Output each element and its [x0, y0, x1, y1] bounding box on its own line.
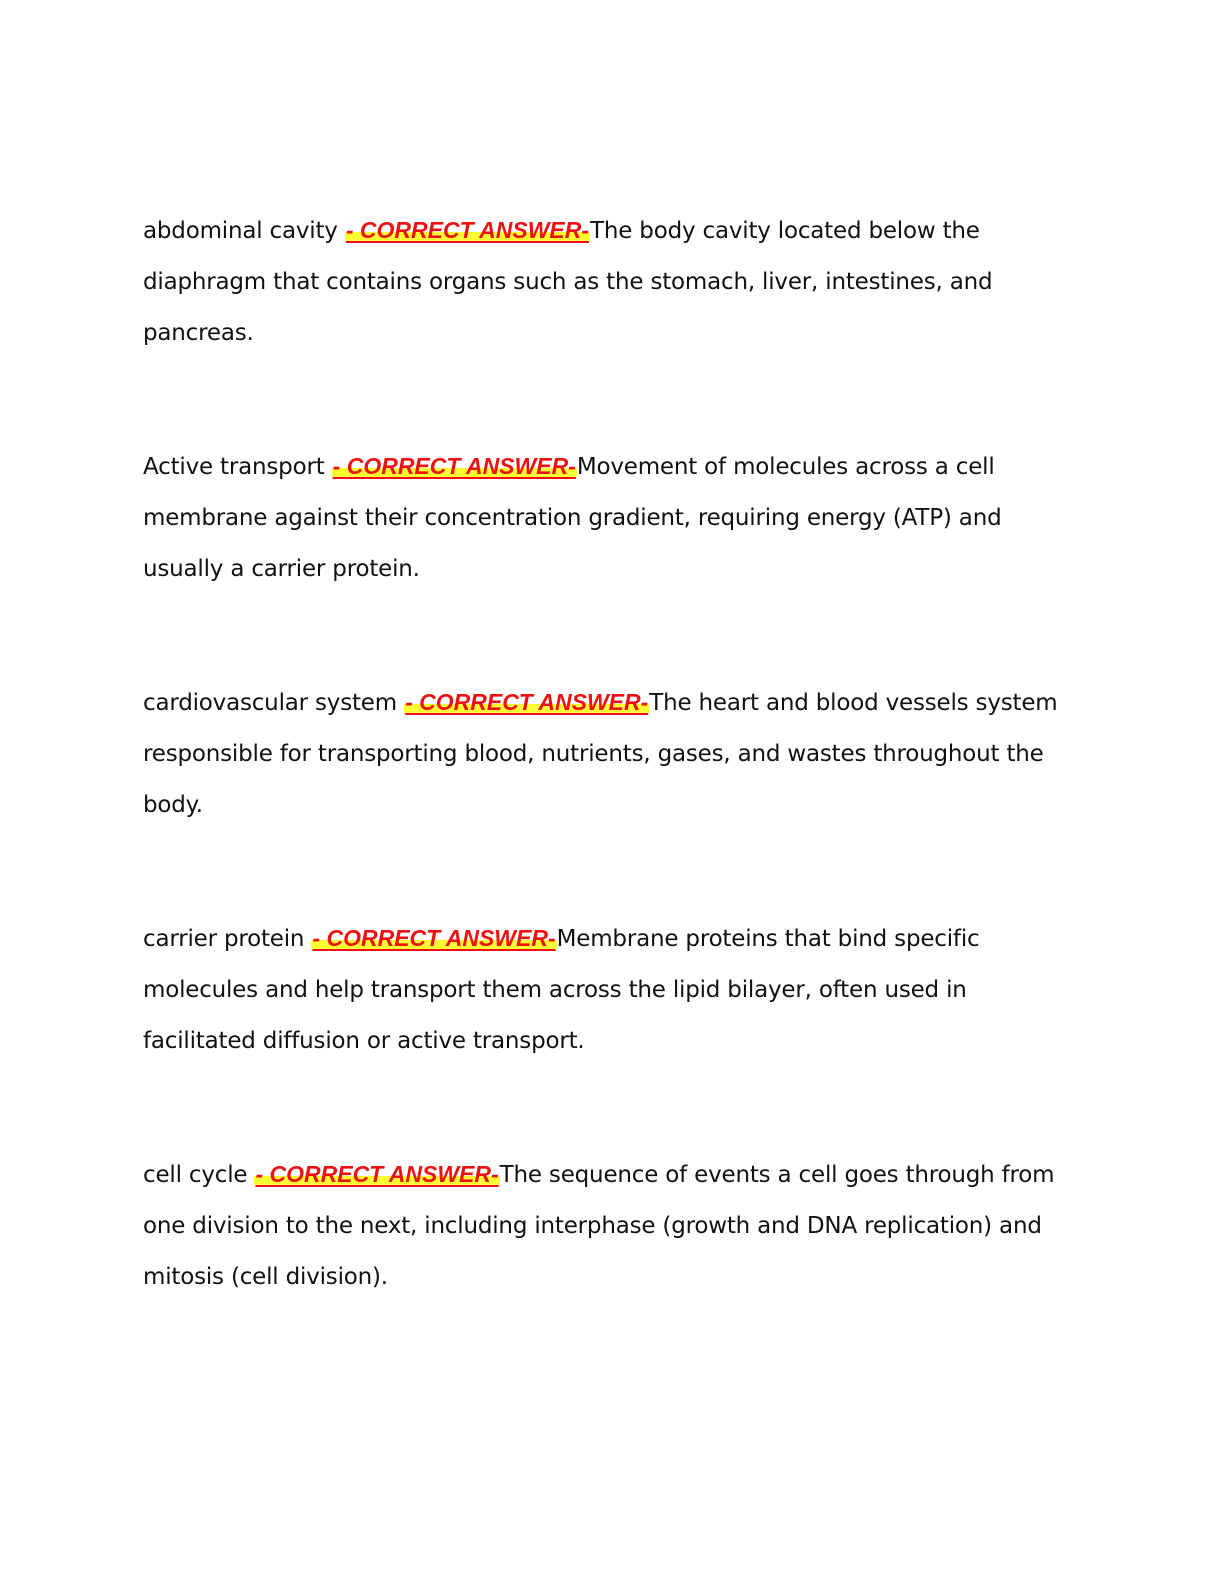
- glossary-entry: [143, 677, 1073, 831]
- entry-definition: The body cavity located below the diaphragm that contains organs such as the stomach, liver, intestines, and pancreas.: [143, 218, 993, 346]
- correct-answer-marker: - CORRECT ANSWER-: [255, 1161, 499, 1187]
- entry-term: Active transport: [143, 454, 332, 480]
- correct-answer-marker: - CORRECT ANSWER-: [405, 689, 649, 715]
- entry-definition: Movement of molecules across a cell membrane against their concentration gradient, requiring energy (ATP) and usually a carrier protein.: [143, 454, 1002, 582]
- entry-definition: Membrane proteins that bind specific molecules and help transport them across the lipid bilayer, often used in facilitated diffusion or active transport.: [143, 926, 980, 1054]
- entry-term: cell cycle: [143, 1162, 255, 1188]
- correct-answer-marker: - CORRECT ANSWER-: [345, 217, 590, 243]
- entry-definition: The heart and blood vessels system responsible for transporting blood, nutrients, gases, and wastes throughout the body.: [143, 690, 1058, 818]
- glossary-entry: [143, 1149, 1073, 1303]
- entry-definition: The sequence of events a cell goes through from one division to the next, including interphase (growth and DNA replication) and mitosis (cell division).: [143, 1162, 1055, 1290]
- glossary-entry: [143, 205, 1073, 359]
- entry-term: cardiovascular system: [143, 690, 405, 716]
- correct-answer-marker: - CORRECT ANSWER-: [312, 925, 556, 951]
- glossary-entry: [143, 913, 1073, 1067]
- glossary-list: [143, 205, 1073, 1303]
- entry-term: carrier protein: [143, 926, 312, 952]
- correct-answer-marker: - CORRECT ANSWER-: [332, 453, 576, 479]
- entry-term: abdominal cavity: [143, 218, 345, 244]
- glossary-entry: [143, 441, 1073, 595]
